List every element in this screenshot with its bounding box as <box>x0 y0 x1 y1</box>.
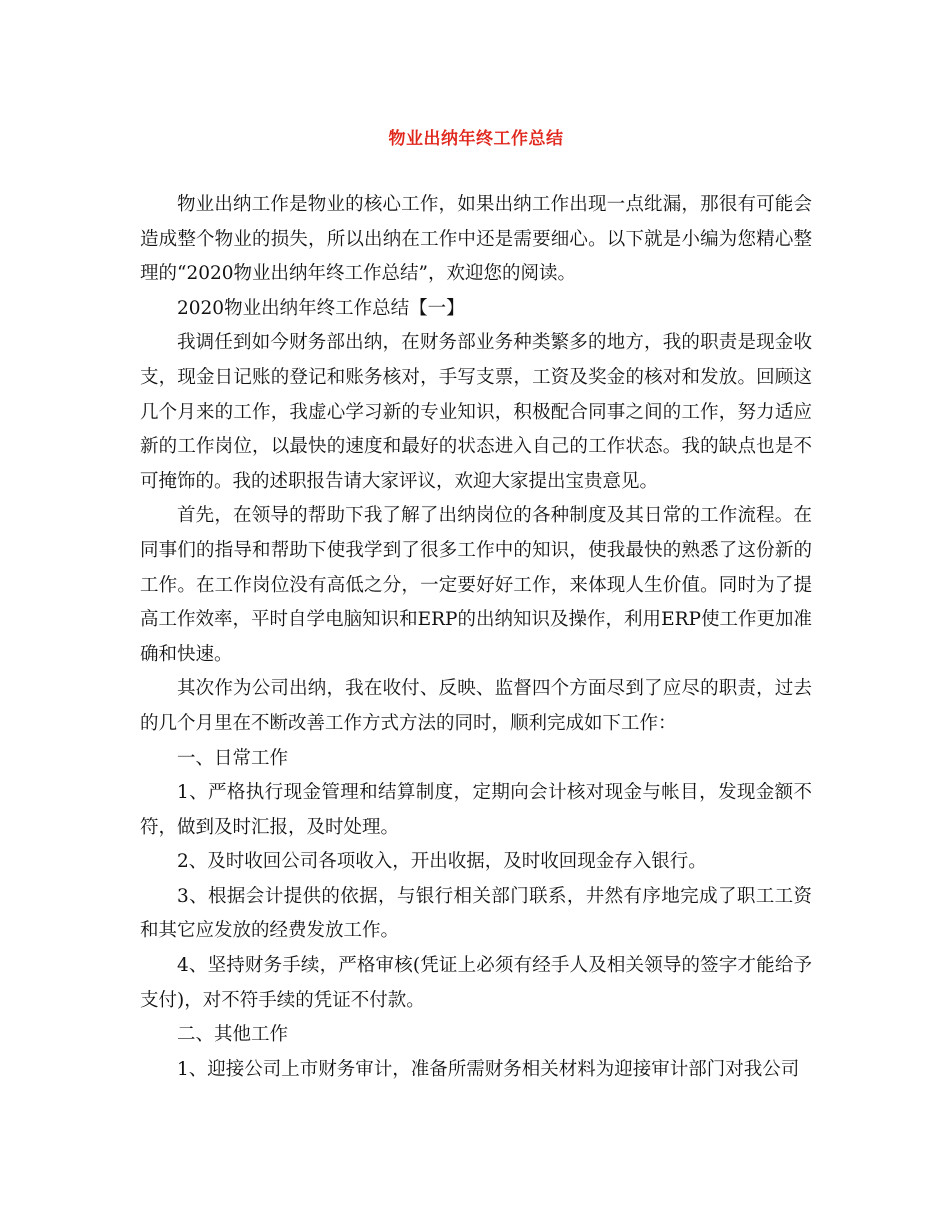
paragraph-first: 首先，在领导的帮助下我了解了出纳岗位的各种制度及其日常的工作流程。在同事们的指导和帮助下使我学到了很多工作中的知识，使我最快的熟悉了这份新的工作。在工作岗位没有高低之分，一定要好好工作，来体现人生价值。同时为了提高工作效率，平时自学电脑知识和ERP的出纳知识及操作，利用ERP使工作更加准确和快速。 <box>140 505 812 665</box>
document-title: 物业出纳年终工作总结 <box>388 129 564 149</box>
list-item-3: 3、根据会计提供的依据，与银行相关部门联系，井然有序地完成了职工工资和其它应发放的经费发放工作。 <box>140 885 812 942</box>
list-item-other-1: 1、迎接公司上市财务审计，准备所需财务相关材料为迎接审计部门对我公司 <box>177 1058 800 1080</box>
list-item-2: 2、及时收回公司各项收入，开出收据，及时收回现金存入银行。 <box>177 851 707 873</box>
list-item-1: 1、严格执行现金管理和结算制度，定期向会计核对现金与帐目，发现金额不符，做到及时汇报，及时处理。 <box>140 782 812 838</box>
paragraph-second: 其次作为公司出纳，我在收付、反映、监督四个方面尽到了应尽的职责，过去的几个月里在不断改善工作方式方法的同时，顺利完成如下工作： <box>140 678 812 734</box>
paragraph-duties: 我调任到如今财务部出纳，在财务部业务种类繁多的地方，我的职责是现金收支，现金日记账的登记和账务核对，手写支票，工资及奖金的核对和发放。回顾这几个月来的工作，我虚心学习新的专业知识，积极配合同事之间的工作，努力适应新的工作岗位，以最快的速度和最好的状态进入自己的工作状态。我的缺点也是不可掩饰的。我的述职报告请大家评议，欢迎大家提出宝贵意见。 <box>140 332 812 492</box>
subheading-daily-work: 一、日常工作 <box>177 747 289 769</box>
document-body <box>140 188 812 1087</box>
section-heading-1: 2020物业出纳年终工作总结【一】 <box>177 297 465 319</box>
paragraph-intro: 物业出纳工作是物业的核心工作，如果出纳工作出现一点纰漏，那很有可能会造成整个物业的损失，所以出纳在工作中还是需要细心。以下就是小编为您精心整理的“2020物业出纳年终工作总结”，欢迎您的阅读。 <box>140 194 812 285</box>
subheading-other-work: 二、其他工作 <box>177 1024 289 1046</box>
list-item-4: 4、坚持财务手续，严格审核(凭证上必须有经手人及相关领导的签字才能给予支付)，对不符手续的凭证不付款。 <box>140 955 812 1011</box>
